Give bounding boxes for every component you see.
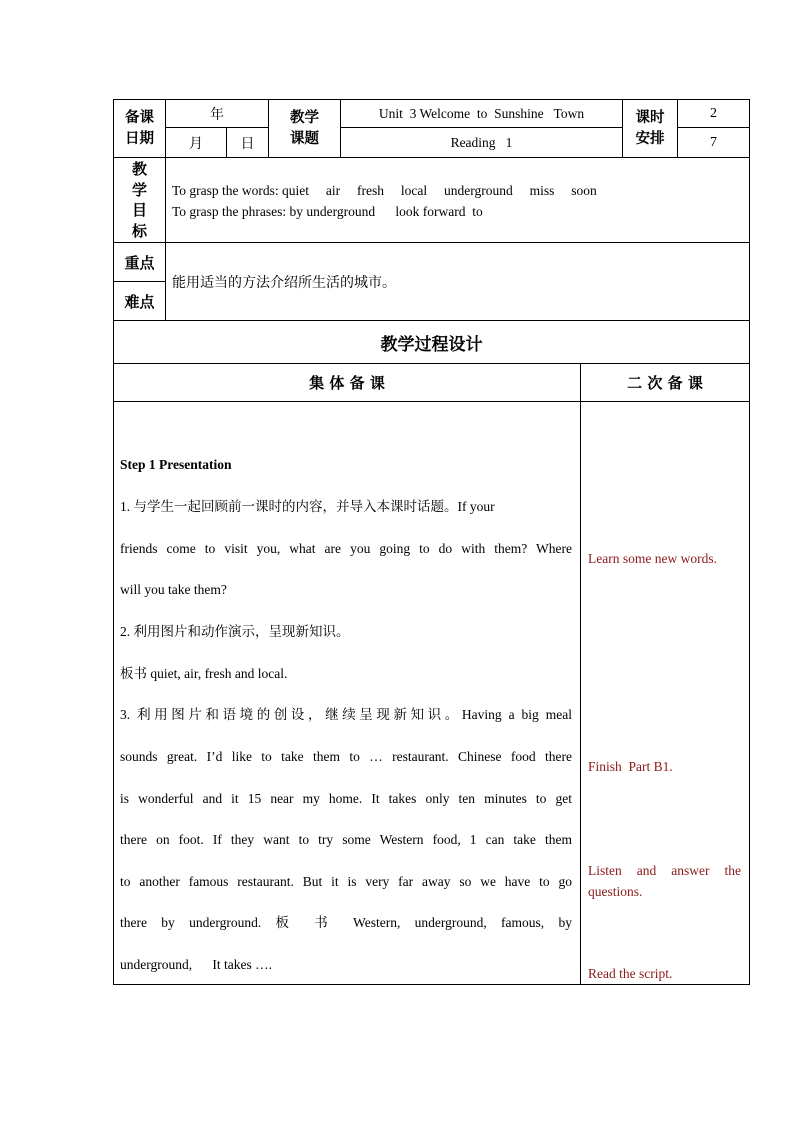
- process-title: 教学过程设计: [380, 334, 483, 355]
- month-label: 月: [189, 135, 203, 152]
- schedule-value-1: 2: [710, 105, 717, 121]
- day-label: 日: [240, 135, 255, 152]
- body-line: there by underground. 板 书 Western, underground, famous, by: [120, 915, 572, 930]
- border-right: [749, 99, 750, 985]
- secondary-prep-label: 二 次 备 课: [627, 374, 703, 392]
- body-line: underground, It takes ….: [120, 957, 272, 972]
- note-learn-words: Learn some new words.: [588, 551, 717, 566]
- border-bottom: [113, 984, 750, 985]
- topic-line-2: Reading 1: [450, 134, 513, 150]
- schedule-value-2: 7: [710, 134, 717, 150]
- difficult-point-label: 难点: [124, 292, 155, 311]
- note-finish-part: Finish Part B1.: [588, 759, 673, 774]
- year-label: 年: [210, 106, 224, 123]
- body-line: 2. 利用图片和动作演示，呈现新知识。: [120, 624, 350, 639]
- schedule-label: 课时 安排: [635, 109, 665, 147]
- body-line: will you take them?: [120, 582, 227, 597]
- body-line: 3. 利用图片和语境的创设，继续呈现新知识。Having a big meal: [120, 707, 572, 722]
- lesson-date-label: 备课 日期: [125, 109, 154, 147]
- note-listen-line-2: questions.: [588, 884, 643, 899]
- topic-line-1: Unit 3 Welcome to Sunshine Town: [378, 105, 585, 121]
- body-line: to another famous restaurant. But it is very far away so we have to go: [120, 874, 572, 889]
- step1-title: Step 1 Presentation: [120, 457, 232, 472]
- body-line: 1. 与学生一起回顾前一课时的内容，并导入本课时话题。If your: [120, 499, 495, 514]
- row-border-5: [113, 401, 750, 402]
- body-line: sounds great. I’d like to take them to … restaurant. Chinese food there: [120, 749, 572, 764]
- key-point-label: 重点: [124, 253, 155, 272]
- note-listen-line-1: Listen and answer the: [588, 863, 741, 878]
- objectives-line-2: To grasp the phrases: by underground look forward to: [172, 204, 483, 219]
- row-border-2: [113, 242, 750, 243]
- row-border-1: [113, 157, 750, 158]
- body-line: 板书 quiet, air, fresh and local.: [120, 666, 288, 681]
- body-line: there on foot. If they want to try some Western food, 1 can take them: [120, 832, 572, 847]
- divider-secondary-col: [580, 363, 581, 985]
- objectives-line-1: To grasp the words: quiet air fresh local underground miss soon: [172, 183, 597, 198]
- body-line: friends come to visit you, what are you going to do with them? Where: [120, 541, 572, 556]
- topic-label: 教学 课题: [290, 109, 319, 147]
- body-line: is wonderful and it 15 near my home. It takes only ten minutes to get: [120, 791, 572, 806]
- objectives-label: 教 学 目 标: [131, 160, 147, 240]
- note-read-script: Read the script.: [588, 966, 673, 981]
- key-points-content: 能用适当的方法介绍所生活的城市。: [172, 275, 396, 291]
- collective-prep-label: 集 体 备 课: [309, 374, 385, 392]
